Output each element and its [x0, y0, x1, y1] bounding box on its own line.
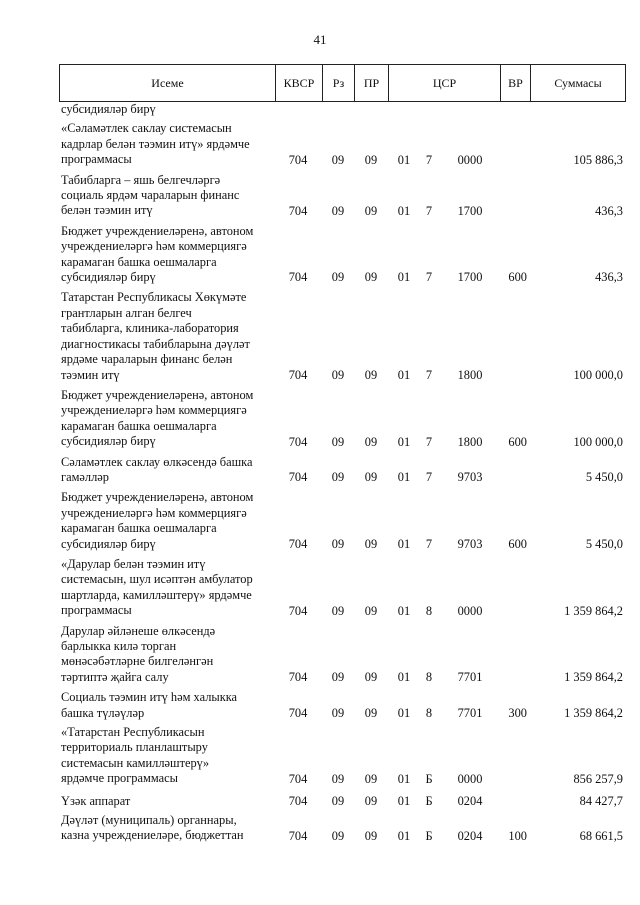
rz-cell: 09	[331, 670, 345, 685]
row-cells	[59, 204, 626, 219]
pr-cell: 09	[364, 367, 378, 382]
csr-program-cell: 01	[397, 771, 411, 786]
sum-cell: 100 000,0	[573, 367, 623, 382]
row-name-line: программасы	[61, 152, 132, 167]
csr-code-cell: 0000	[457, 152, 483, 167]
csr-program-cell: 01	[397, 434, 411, 449]
row-name-line: системасын камилләштерү»	[61, 755, 210, 770]
row-name-line: табибларга, клиника-лаборатория	[61, 321, 239, 336]
kvsr-cell: 704	[288, 536, 308, 551]
row-name-line: карамаган башка оешмаларга	[61, 521, 217, 536]
row-name-line: Үзәк аппарат	[61, 793, 131, 808]
kvsr-cell: 704	[288, 828, 308, 843]
csr-code-cell: 0000	[457, 603, 483, 618]
column-header-sum: Суммасы	[554, 76, 602, 90]
column-header-vr: ВР	[501, 65, 531, 101]
pr-cell: 09	[364, 152, 378, 167]
rz-cell: 09	[331, 203, 345, 218]
rz-cell: 09	[331, 794, 345, 809]
sum-cell: 100 000,0	[573, 434, 623, 449]
row-name-line: субсидияләр бирү	[61, 102, 156, 116]
table-row	[59, 121, 626, 167]
row-cells	[59, 153, 626, 168]
csr-subprogram-cell: Б	[425, 794, 433, 809]
row-name-line: Татарстан Республикасы Хөкүмәте	[61, 290, 247, 305]
pr-cell: 09	[364, 603, 378, 618]
column-header-rz: Рз	[323, 65, 355, 101]
table-header	[59, 64, 626, 102]
sum-cell: 84 427,7	[579, 794, 623, 809]
csr-program-cell: 01	[397, 270, 411, 285]
csr-program-cell: 01	[397, 794, 411, 809]
table-row	[59, 173, 626, 219]
csr-subprogram-cell: 7	[425, 434, 433, 449]
row-name-line: социаль ярдәм чараларын финанс	[61, 188, 240, 203]
kvsr-cell: 704	[288, 203, 308, 218]
csr-program-cell: 01	[397, 670, 411, 685]
kvsr-cell: 704	[288, 794, 308, 809]
row-name-line: казна учреждениеләре, бюджеттан	[61, 828, 244, 843]
vr-cell: 600	[508, 536, 527, 551]
row-cells	[59, 670, 626, 685]
row-name-line: карамаган башка оешмаларга	[61, 418, 217, 433]
row-name-line: территориаль планлаштыру	[61, 740, 208, 755]
kvsr-cell: 704	[288, 434, 308, 449]
rz-cell: 09	[331, 270, 345, 285]
pr-cell: 09	[364, 270, 378, 285]
csr-program-cell: 01	[397, 706, 411, 721]
csr-program-cell: 01	[397, 367, 411, 382]
csr-subprogram-cell: Б	[425, 828, 433, 843]
table-row	[59, 490, 626, 552]
row-name-line: субсидияләр бирү	[61, 270, 156, 285]
pr-cell: 09	[364, 771, 378, 786]
csr-subprogram-cell: Б	[425, 771, 433, 786]
row-name-line: системасын, шул исәптән амбулатор	[61, 572, 253, 587]
table-row	[59, 290, 626, 382]
sum-cell: 68 661,5	[579, 828, 623, 843]
csr-code-cell: 1800	[457, 434, 483, 449]
column-header-name: Исеме	[60, 65, 276, 101]
csr-program-cell: 01	[397, 828, 411, 843]
row-cells	[59, 829, 626, 844]
csr-subprogram-cell: 8	[425, 670, 433, 685]
pr-cell: 09	[364, 828, 378, 843]
table-row	[59, 794, 626, 809]
rz-cell: 09	[331, 706, 345, 721]
row-name-line: тәртиптә җайга салу	[61, 669, 169, 684]
pr-cell: 09	[364, 470, 378, 485]
row-cells	[59, 706, 626, 721]
table-row	[59, 624, 626, 686]
csr-code-cell: 0204	[457, 794, 483, 809]
row-name-line: учреждениеләргә һәм коммерциягә	[61, 403, 247, 418]
table-row	[59, 725, 626, 787]
row-cells	[59, 537, 626, 552]
pr-cell: 09	[364, 203, 378, 218]
row-name-line: диагностикасы табибларына дәүләт	[61, 336, 250, 351]
row-name-line: ярдәмче программасы	[61, 771, 178, 786]
pr-cell: 09	[364, 706, 378, 721]
vr-cell: 600	[508, 434, 527, 449]
csr-code-cell: 1700	[457, 270, 483, 285]
csr-program-cell: 01	[397, 152, 411, 167]
row-name-line: программасы	[61, 603, 132, 618]
rz-cell: 09	[331, 771, 345, 786]
csr-program-cell: 01	[397, 203, 411, 218]
row-name-line: башка түләүләр	[61, 705, 145, 720]
sum-cell: 436,3	[595, 270, 623, 285]
csr-subprogram-cell: 8	[425, 706, 433, 721]
row-name-line: гамәлләр	[61, 469, 109, 484]
table-row	[59, 455, 626, 486]
vr-cell: 300	[508, 706, 527, 721]
sum-cell: 105 886,3	[573, 152, 623, 167]
csr-subprogram-cell: 7	[425, 367, 433, 382]
row-name-line: мөнәсәбәтләрне билгеләнгән	[61, 654, 214, 669]
row-cells	[59, 772, 626, 787]
csr-code-cell: 7701	[457, 706, 483, 721]
rz-cell: 09	[331, 536, 345, 551]
row-name-line: Сәламәтлек саклау өлкәсендә башка	[61, 454, 253, 469]
csr-program-cell: 01	[397, 470, 411, 485]
row-name-line: тәэмин итү	[61, 367, 120, 382]
row-name-line: шартларда, камилләштерү» ярдәмче	[61, 587, 252, 602]
row-name-line: Бюджет учреждениеләренә, автоном	[61, 490, 254, 505]
csr-code-cell: 0000	[457, 771, 483, 786]
csr-code-cell: 1800	[457, 367, 483, 382]
csr-code-cell: 9703	[457, 536, 483, 551]
table-row	[59, 224, 626, 286]
row-name-line: Бюджет учреждениеләренә, автоном	[61, 387, 254, 402]
table-row	[59, 813, 626, 844]
row-cells	[59, 794, 626, 809]
kvsr-cell: 704	[288, 152, 308, 167]
row-cells	[59, 470, 626, 485]
row-name-line: грантларын алган белгеч	[61, 305, 192, 320]
csr-code-cell: 0204	[457, 828, 483, 843]
csr-code-cell: 7701	[457, 670, 483, 685]
table-row	[59, 102, 626, 117]
row-name-line: субсидияләр бирү	[61, 434, 156, 449]
column-header-kvsr: КВСР	[276, 65, 323, 101]
sum-cell: 856 257,9	[573, 771, 623, 786]
pr-cell: 09	[364, 670, 378, 685]
row-name-line: «Сәламәтлек саклау системасын	[61, 121, 232, 136]
row-name-line: «Татарстан Республикасын	[61, 725, 205, 740]
row-cells	[59, 435, 626, 450]
kvsr-cell: 704	[288, 270, 308, 285]
vr-cell: 100	[508, 828, 527, 843]
rz-cell: 09	[331, 367, 345, 382]
row-cells	[59, 368, 626, 383]
rz-cell: 09	[331, 828, 345, 843]
kvsr-cell: 704	[288, 470, 308, 485]
rz-cell: 09	[331, 470, 345, 485]
csr-program-cell: 01	[397, 603, 411, 618]
pr-cell: 09	[364, 536, 378, 551]
row-name-line: карамаган башка оешмаларга	[61, 254, 217, 269]
kvsr-cell: 704	[288, 367, 308, 382]
page-number: 41	[313, 32, 327, 47]
sum-cell: 1 359 864,2	[564, 670, 623, 685]
row-name-line: Дарулар әйләнеше өлкәсендә	[61, 623, 216, 638]
csr-subprogram-cell: 7	[425, 270, 433, 285]
row-name-line: субсидияләр бирү	[61, 536, 156, 551]
vr-cell: 600	[508, 270, 527, 285]
row-name-line: Бюджет учреждениеләренә, автоном	[61, 223, 254, 238]
pr-cell: 09	[364, 434, 378, 449]
row-name-line: белән тәэмин итү	[61, 203, 153, 218]
sum-cell: 5 450,0	[585, 536, 623, 551]
row-name-line: учреждениеләргә һәм коммерциягә	[61, 239, 247, 254]
rz-cell: 09	[331, 152, 345, 167]
sum-cell: 1 359 864,2	[564, 603, 623, 618]
csr-subprogram-cell: 8	[425, 603, 433, 618]
pr-cell: 09	[364, 794, 378, 809]
sum-cell: 436,3	[595, 203, 623, 218]
column-header-pr: ПР	[355, 65, 389, 101]
row-name-line: ярдәме чараларын финанс белән	[61, 352, 233, 367]
row-name-line: учреждениеләргә һәм коммерциягә	[61, 505, 247, 520]
csr-code-cell: 1700	[457, 203, 483, 218]
row-cells	[59, 102, 626, 117]
row-name-line: «Дарулар белән тәэмин итү	[61, 556, 206, 571]
row-name-line: Дәүләт (муниципаль) органнары,	[61, 813, 237, 828]
table-body	[59, 102, 626, 849]
row-cells	[59, 270, 626, 285]
kvsr-cell: 704	[288, 771, 308, 786]
sum-cell: 1 359 864,2	[564, 706, 623, 721]
kvsr-cell: 704	[288, 706, 308, 721]
csr-subprogram-cell: 7	[425, 536, 433, 551]
row-name-line: барлыкка килә торган	[61, 639, 177, 653]
row-cells	[59, 604, 626, 619]
csr-subprogram-cell: 7	[425, 203, 433, 218]
csr-program-cell: 01	[397, 536, 411, 551]
rz-cell: 09	[331, 603, 345, 618]
table-row	[59, 690, 626, 721]
csr-subprogram-cell: 7	[425, 470, 433, 485]
row-name-line: Социаль тәэмин итү һәм халыкка	[61, 690, 238, 705]
sum-cell: 5 450,0	[585, 470, 623, 485]
rz-cell: 09	[331, 434, 345, 449]
table-row	[59, 388, 626, 450]
csr-subprogram-cell: 7	[425, 152, 433, 167]
row-name-line: Табибларга – яшь белгечләргә	[61, 172, 221, 187]
row-name-line: кадрлар белән тәэмин итү» ярдәмче	[61, 136, 250, 151]
kvsr-cell: 704	[288, 603, 308, 618]
column-header-csr: ЦСР	[389, 65, 501, 101]
csr-code-cell: 9703	[457, 470, 483, 485]
table-row	[59, 557, 626, 619]
kvsr-cell: 704	[288, 670, 308, 685]
